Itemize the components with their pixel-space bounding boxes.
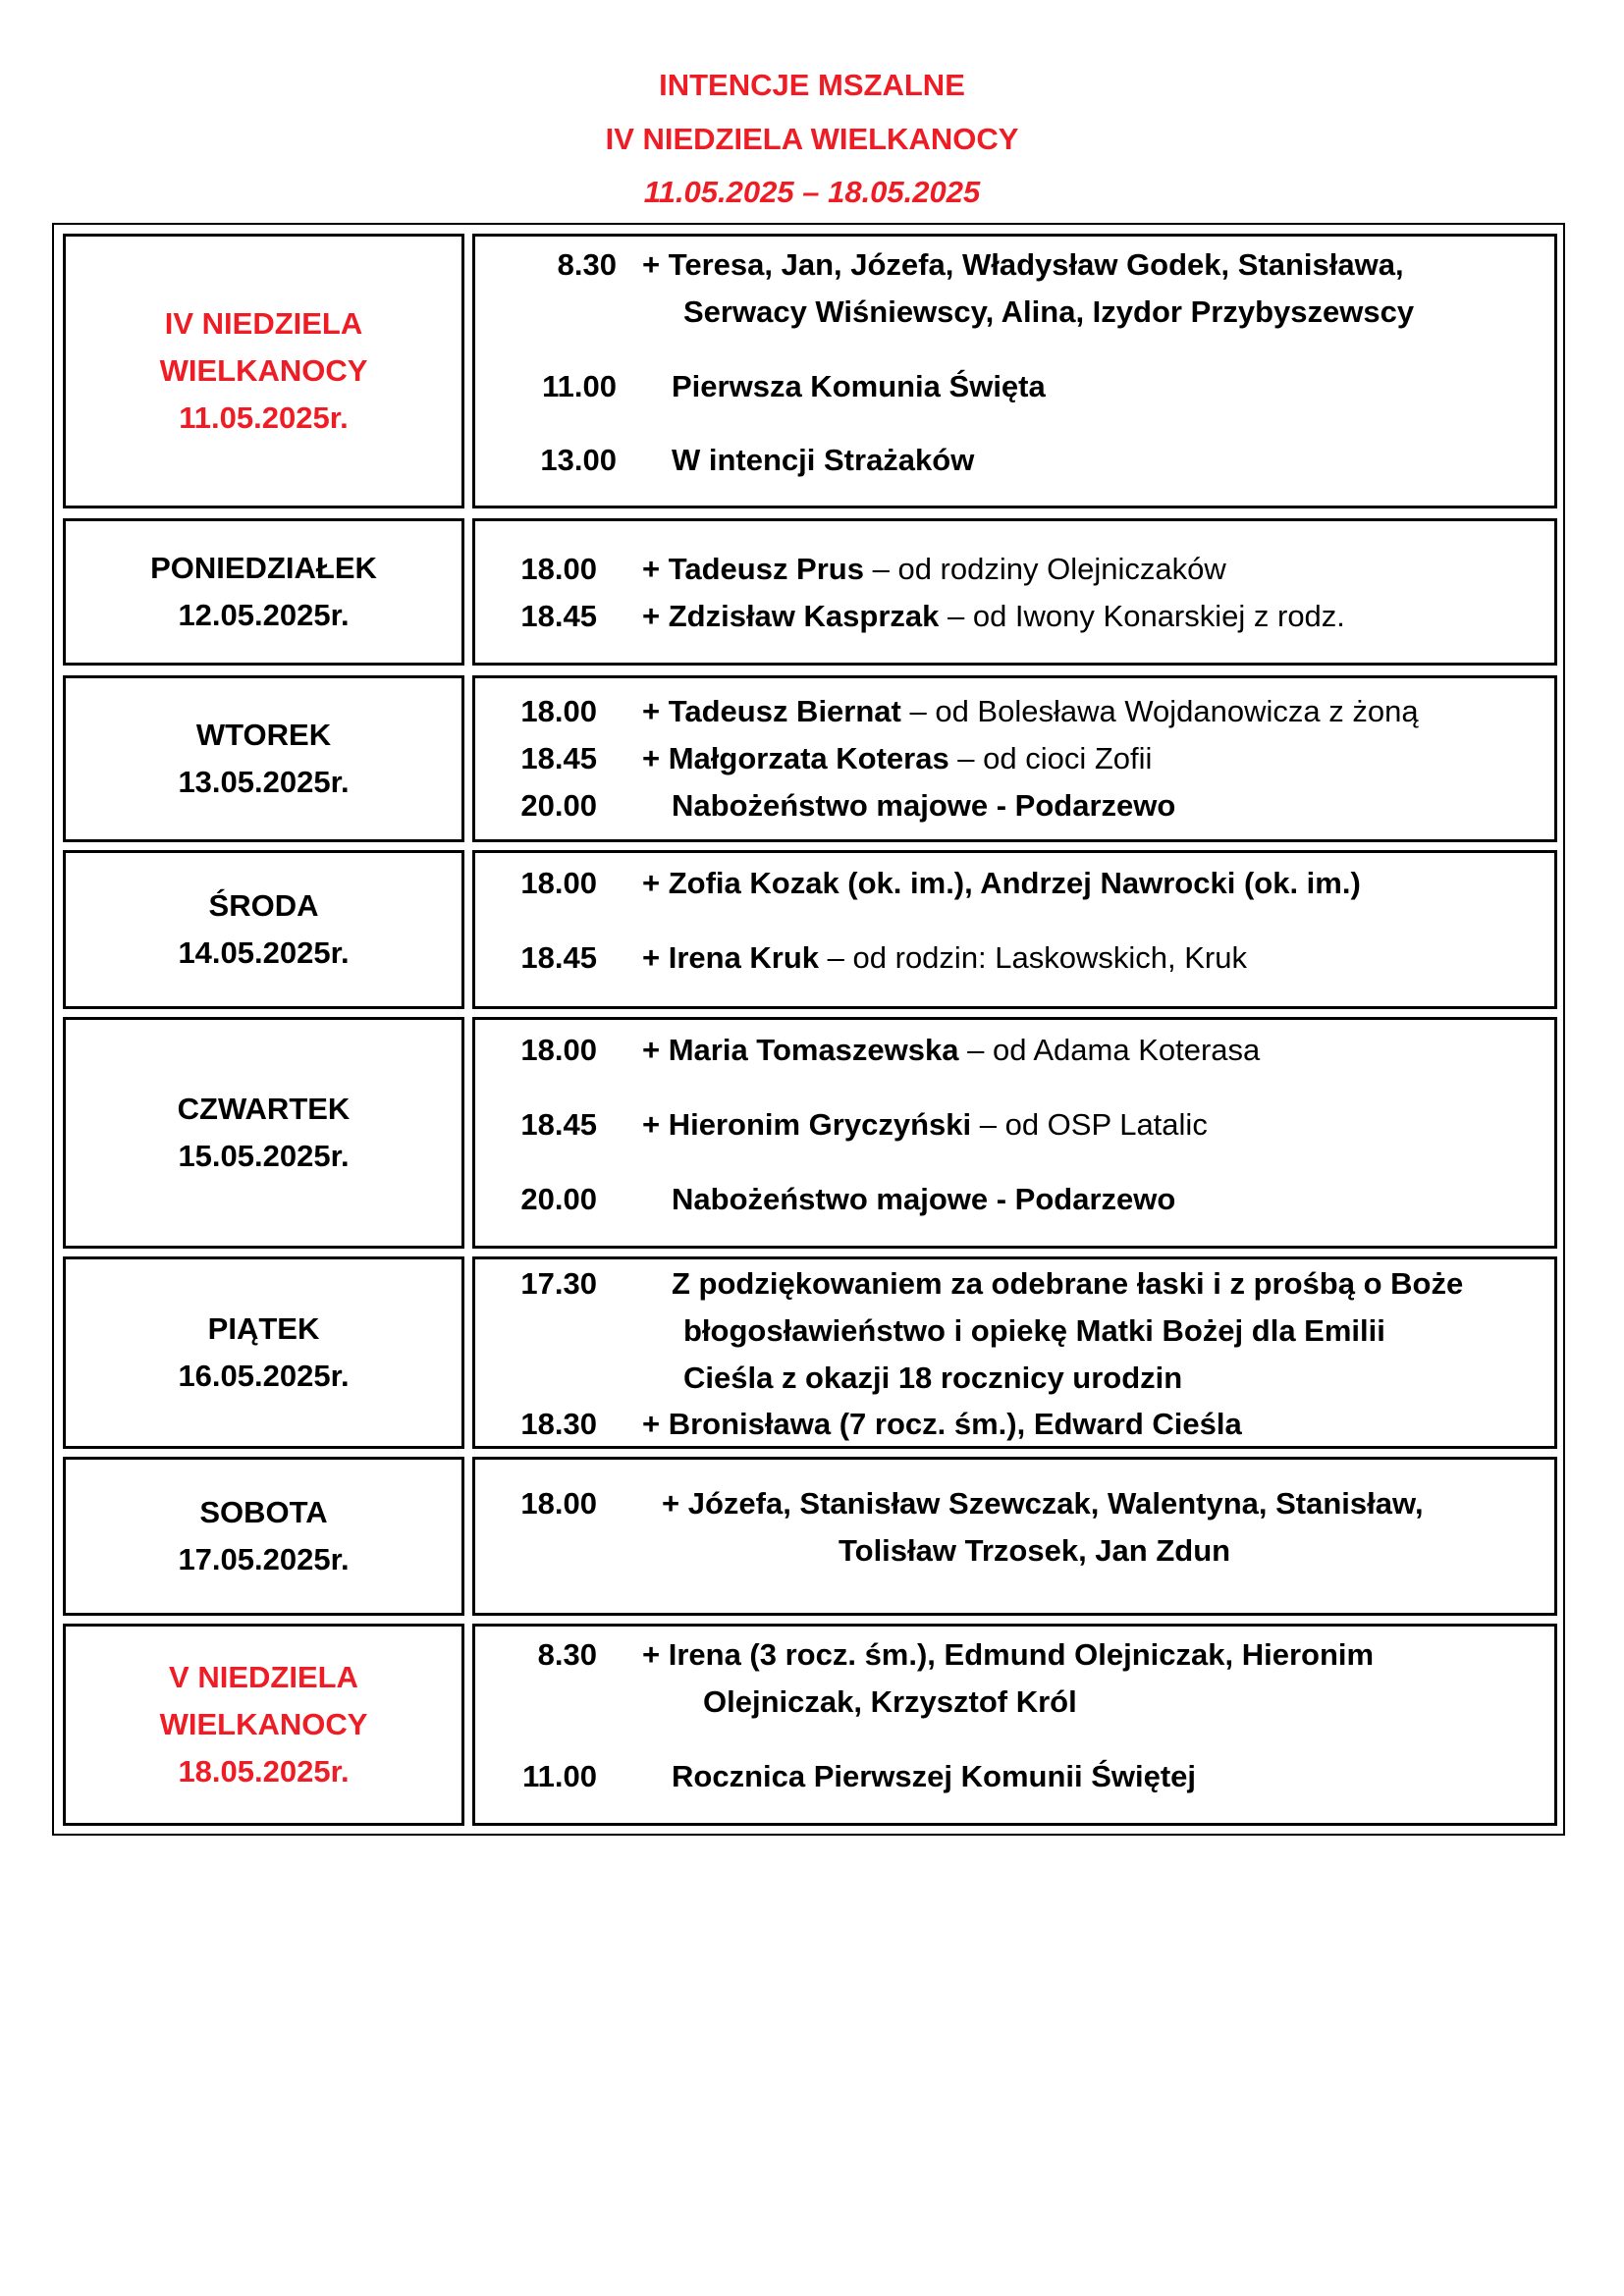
mass-line bbox=[475, 290, 1554, 335]
mass-time: 17.30 bbox=[520, 1266, 597, 1301]
title-line-2: IV NIEDZIELA WIELKANOCY bbox=[605, 122, 1019, 156]
mass-line bbox=[475, 364, 1554, 409]
mass-time: 18.00 bbox=[520, 552, 597, 586]
mass-intention bbox=[642, 1102, 1208, 1148]
day-cell-friday bbox=[63, 1256, 464, 1449]
intention-names: + Małgorzata Koteras bbox=[642, 741, 949, 775]
mass-time: 18.00 bbox=[520, 1033, 597, 1067]
mass-line bbox=[475, 736, 1554, 781]
mass-intention bbox=[642, 736, 1152, 781]
mass-time: 8.30 bbox=[557, 247, 617, 282]
mass-time: 18.00 bbox=[520, 1486, 597, 1521]
intention-from: – od rodziny Olejniczaków bbox=[863, 552, 1226, 586]
mass-cell-tuesday bbox=[472, 675, 1557, 842]
mass-time: 18.30 bbox=[520, 1407, 597, 1441]
mass-line bbox=[475, 1261, 1554, 1307]
mass-line bbox=[475, 1754, 1554, 1799]
mass-time: 18.00 bbox=[520, 866, 597, 900]
mass-intention bbox=[642, 594, 1345, 639]
intention-from: – od rodzin: Laskowskich, Kruk bbox=[819, 940, 1247, 975]
intention-names: + Zdzisław Kasprzak bbox=[642, 599, 940, 633]
title-line-1: INTENCJE MSZALNE bbox=[659, 68, 965, 102]
mass-time: 18.45 bbox=[520, 741, 597, 775]
mass-cell-monday bbox=[472, 518, 1557, 666]
mass-time: 20.00 bbox=[520, 1182, 597, 1216]
day-name: IV NIEDZIELA bbox=[164, 306, 363, 341]
title-date-range: 11.05.2025 – 18.05.2025 bbox=[643, 175, 981, 209]
day-name-2: WIELKANOCY bbox=[159, 353, 368, 388]
mass-intention: Serwacy Wiśniewscy, Alina, Izydor Przybyszewscy bbox=[683, 294, 1415, 329]
day-cell-tuesday bbox=[63, 675, 464, 842]
intention-names: + Tadeusz Prus bbox=[642, 552, 864, 586]
mass-intention bbox=[642, 1028, 1260, 1073]
mass-line bbox=[475, 1402, 1554, 1447]
day-name: V NIEDZIELA bbox=[169, 1660, 358, 1694]
mass-line bbox=[475, 1481, 1554, 1526]
day-date: 15.05.2025r. bbox=[178, 1139, 350, 1173]
mass-line bbox=[475, 438, 1554, 483]
mass-intention: Z podziękowaniem za odebrane łaski i z prośbą o Boże bbox=[672, 1266, 1464, 1301]
mass-line bbox=[475, 547, 1554, 592]
mass-intention: błogosławieństwo i opiekę Matki Bożej dla Emilii bbox=[683, 1313, 1385, 1348]
intention-from: – od cioci Zofii bbox=[948, 741, 1153, 775]
mass-intention: Cieśla z okazji 18 rocznicy urodzin bbox=[683, 1361, 1183, 1395]
mass-intention: + Bronisława (7 rocz. śm.), Edward Cieśla bbox=[642, 1407, 1242, 1441]
mass-cell-friday bbox=[472, 1256, 1557, 1449]
mass-intention bbox=[642, 689, 1419, 734]
mass-intention: Olejniczak, Krzysztof Król bbox=[703, 1684, 1077, 1719]
day-name: CZWARTEK bbox=[177, 1092, 351, 1126]
day-name-2: WIELKANOCY bbox=[159, 1707, 368, 1741]
mass-line bbox=[475, 1680, 1554, 1725]
mass-line bbox=[475, 242, 1554, 288]
mass-intention: + Teresa, Jan, Józefa, Władysław Godek, Stanisława, bbox=[642, 247, 1404, 282]
mass-line bbox=[475, 1308, 1554, 1354]
day-date: 12.05.2025r. bbox=[178, 598, 350, 632]
mass-cell-saturday bbox=[472, 1457, 1557, 1616]
day-cell-thursday bbox=[63, 1017, 464, 1249]
intention-from: – od Adama Koterasa bbox=[958, 1033, 1261, 1067]
day-date: 14.05.2025r. bbox=[178, 935, 350, 970]
mass-line bbox=[475, 1028, 1554, 1073]
day-name: WTOREK bbox=[195, 718, 332, 752]
mass-line bbox=[475, 783, 1554, 828]
day-name: SOBOTA bbox=[199, 1495, 328, 1529]
day-cell-saturday bbox=[63, 1457, 464, 1616]
day-date: 11.05.2025r. bbox=[179, 400, 349, 435]
mass-time: 18.00 bbox=[520, 694, 597, 728]
mass-line bbox=[475, 689, 1554, 734]
mass-line bbox=[475, 1356, 1554, 1401]
mass-line bbox=[475, 1177, 1554, 1222]
day-cell-sunday-1 bbox=[63, 234, 464, 508]
mass-time: 18.45 bbox=[520, 599, 597, 633]
mass-intention: + Zofia Kozak (ok. im.), Andrzej Nawrocki (ok. im.) bbox=[642, 866, 1361, 900]
mass-cell-sunday-1 bbox=[472, 234, 1557, 508]
day-name: PONIEDZIAŁEK bbox=[150, 551, 377, 585]
mass-line bbox=[475, 861, 1554, 906]
mass-time: 13.00 bbox=[540, 443, 617, 477]
day-cell-wednesday bbox=[63, 850, 464, 1009]
mass-cell-wednesday bbox=[472, 850, 1557, 1009]
mass-time: 20.00 bbox=[520, 788, 597, 823]
intention-from: – od OSP Latalic bbox=[971, 1107, 1208, 1142]
day-cell-sunday-2 bbox=[63, 1624, 464, 1826]
mass-intention: Nabożeństwo majowe - Podarzewo bbox=[672, 1182, 1176, 1216]
mass-cell-thursday bbox=[472, 1017, 1557, 1249]
intention-names: + Hieronim Gryczyński bbox=[642, 1107, 972, 1142]
mass-line bbox=[475, 1102, 1554, 1148]
intention-names: + Irena Kruk bbox=[642, 940, 820, 975]
mass-cell-sunday-2 bbox=[472, 1624, 1557, 1826]
mass-intention: + Irena (3 rocz. śm.), Edmund Olejniczak, Hieronim bbox=[642, 1637, 1375, 1672]
mass-line bbox=[475, 935, 1554, 981]
intention-from: – od Bolesława Wojdanowicza z żoną bbox=[900, 694, 1419, 728]
day-cell-monday bbox=[63, 518, 464, 666]
day-date: 16.05.2025r. bbox=[178, 1359, 350, 1393]
mass-intention bbox=[642, 547, 1226, 592]
mass-time: 18.45 bbox=[520, 1107, 597, 1142]
mass-intention: + Józefa, Stanisław Szewczak, Walentyna, Stanisław, bbox=[662, 1486, 1424, 1521]
mass-time: 11.00 bbox=[522, 1759, 597, 1793]
mass-time: 11.00 bbox=[542, 369, 617, 403]
day-date: 18.05.2025r. bbox=[178, 1754, 350, 1789]
day-name: PIĄTEK bbox=[207, 1311, 320, 1346]
mass-time: 8.30 bbox=[537, 1637, 597, 1672]
mass-intention: Tolisław Trzosek, Jan Zdun bbox=[839, 1533, 1231, 1568]
mass-intention: Pierwsza Komunia Święta bbox=[672, 369, 1046, 403]
mass-line bbox=[475, 1632, 1554, 1678]
mass-time: 18.45 bbox=[520, 940, 597, 975]
mass-intention: W intencji Strażaków bbox=[672, 443, 975, 477]
mass-intention: Nabożeństwo majowe - Podarzewo bbox=[672, 788, 1176, 823]
day-date: 13.05.2025r. bbox=[178, 765, 350, 799]
intention-from: – od Iwony Konarskiej z rodz. bbox=[939, 599, 1345, 633]
mass-intention bbox=[642, 935, 1247, 981]
mass-intention: Rocznica Pierwszej Komunii Świętej bbox=[672, 1759, 1197, 1793]
mass-line bbox=[475, 594, 1554, 639]
day-name: ŚRODA bbox=[208, 888, 319, 923]
intention-names: + Maria Tomaszewska bbox=[642, 1033, 959, 1067]
day-date: 17.05.2025r. bbox=[178, 1542, 350, 1576]
intention-names: + Tadeusz Biernat bbox=[642, 694, 901, 728]
mass-line bbox=[475, 1528, 1554, 1574]
